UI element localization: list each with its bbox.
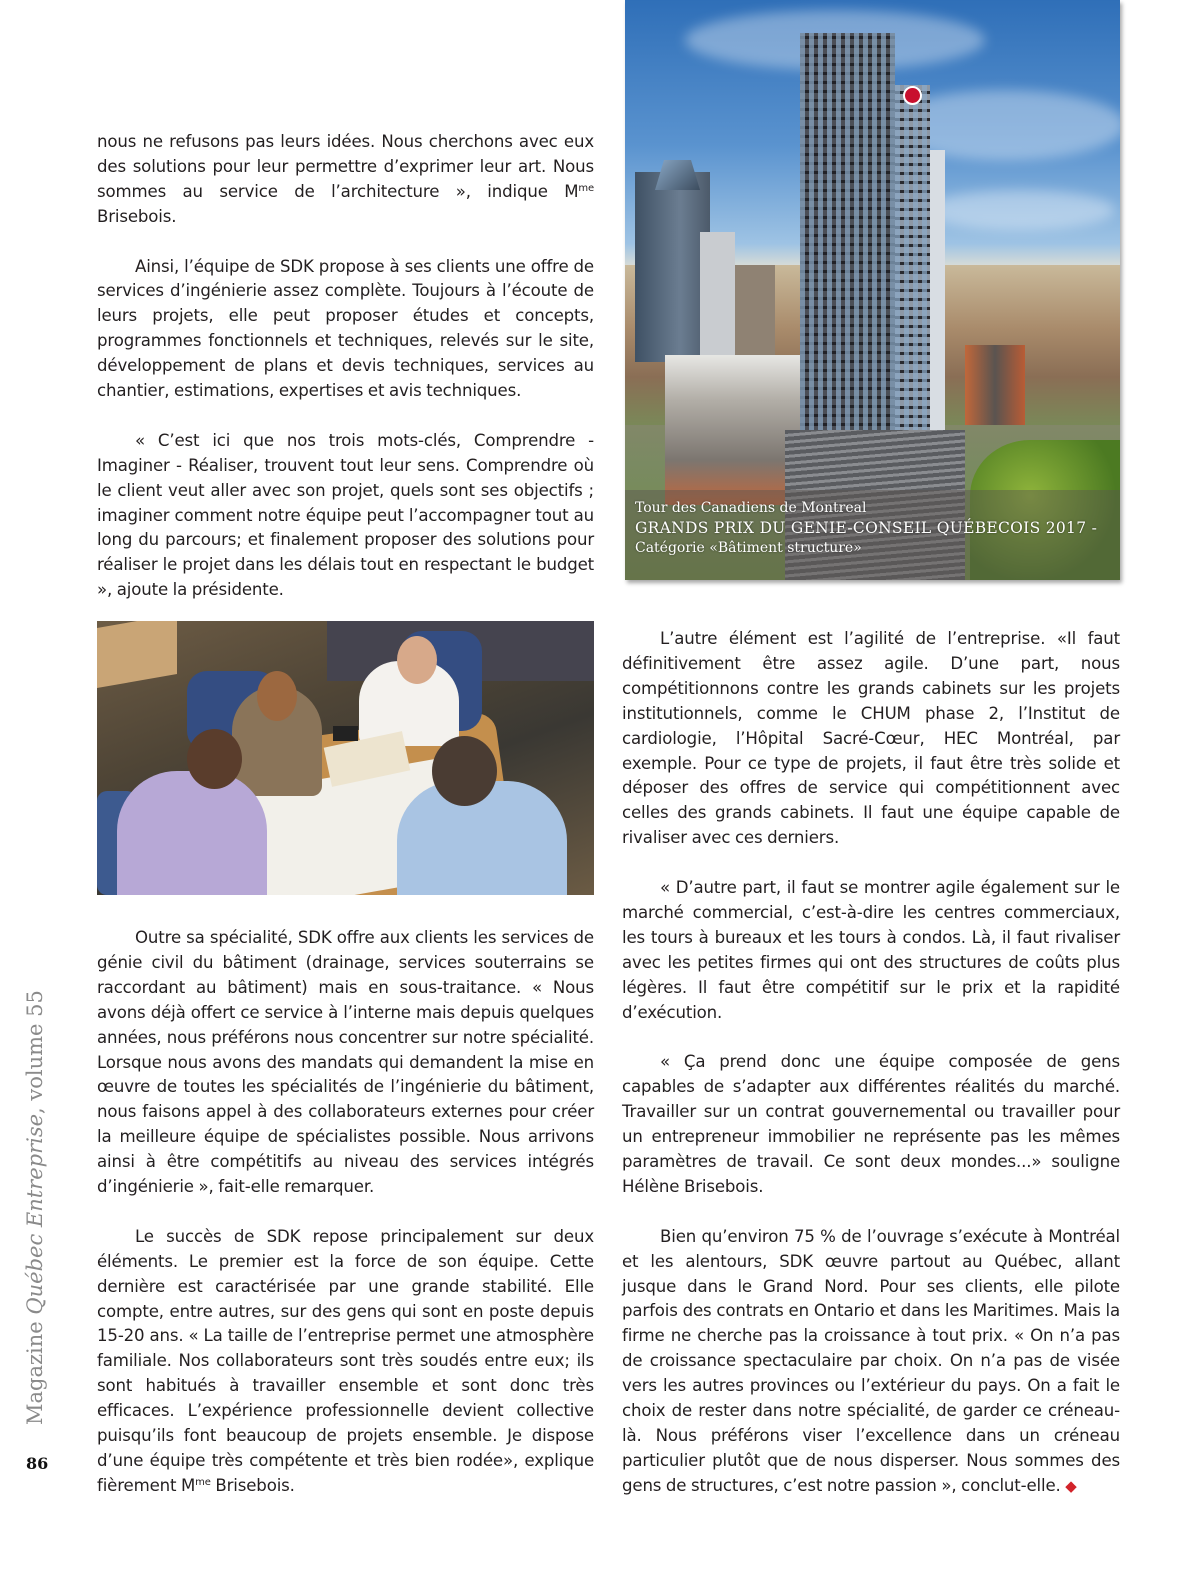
running-title [23, 990, 47, 1425]
paragraph-text: nous ne refusons pas leurs idées. Nous cherchons avec eux des solutions pour leur permettre d’exprimer leur art. Nous sommes au service de l’architecture », indique M [97, 132, 594, 201]
team-photo [97, 621, 594, 895]
tower-wing [930, 150, 945, 440]
paragraph-text: Le succès de SDK repose principalement sur deux éléments. Le premier est la force de son équipe. Cette dernière est caractérisée par une grande stabilité. Elle compte, entre autres, sur des gens qui sont en poste depuis 15-20 ans. « La taille de l’entreprise permet une atmosphère familiale. Nos collaborateurs sont très soudés entre eux; ils sont habitués à travailler ensemble et sont donc très efficaces. L’expérience professionnelle devient collective puisqu’ils font beaucoup de projets ensemble. Je dispose d’une équipe très compétente et très bien rodée», explique fièrement M [97, 1226, 594, 1495]
paragraph: « D’autre part, il faut se montrer agile également sur le marché commercial, c’est-à-dire les centres commerciaux, les tours à bureaux et les tours à condos. Là, il faut rivaliser avec les petites firmes qui ont des structures de coûts plus légères. Il faut être compétitif sur le prix et la rapidité d’exécution. [622, 878, 1120, 1022]
building [700, 232, 735, 372]
canadiens-logo-icon [903, 86, 922, 105]
caption-category: Catégorie «Bâtiment structure» [635, 540, 862, 556]
end-of-article-diamond-icon: ◆ [1065, 1476, 1077, 1495]
paragraph-text: Bien qu’environ 75 % de l’ouvrage s’exécute à Montréal et les alentours, SDK œuvre partout au Québec, allant jusque dans le Grand Nord. Pour ses clients, elle pilote parfois des contrats en Ontario et dans les Maritimes. Mais la firme ne cherche pas la croissance à tout prix. « On n’a pas de croissance spectaculaire par choix. On n’a pas de visée vers les autres provinces ou l’extérieur du pays. On a fait le choix de rester dans notre spécialité, de garder ce créneau-là. Nous préférons viser l’excellence dans un créneau particulier plutôt que de nous disperser. Nous sommes des gens de structures, c’est notre passion », conclut-elle. [622, 1226, 1120, 1495]
magazine-name: Québec Entreprise [23, 1113, 47, 1315]
paragraph [622, 1225, 1120, 1499]
paragraph: « C’est ici que nos trois mots-clés, Comprendre - Imaginer - Réaliser, trouvent tout leur sens. Comprendre où le client veut aller avec son projet, quels sont ses objectifs ; imaginer comment notre équipe peut l’accompagner tout au long du parcours; et finalement proposer des solutions pour réaliser le projet dans les délais tout en respectant le budget », ajoute la présidente. [97, 430, 594, 600]
paragraph: Outre sa spécialité, SDK offre aux clients les services de génie civil du bâtiment (drainage, services souterrains se raccordant au bâtiment) mais en sous-traitance. « Nous avons déjà offert ce service à l’interne mais depuis quelques années, nous préférons nous concentrer sur notre spécialité. Lorsque nous avons des mandats qui demandent la mise en œuvre de toutes les spécialités de l’ingénierie du bâtiment, nous faisons appel à des collaborateurs externes pour créer la meilleure équipe de spécialistes possible. Nous arrivons ainsi à être compétitifs au niveau des services intégrés d’ingénierie », fait-elle remarquer. [97, 928, 594, 1197]
photo-person-head [187, 729, 242, 789]
article-column-right [622, 627, 1120, 1499]
paragraph: Ainsi, l’équipe de SDK propose à ses clients une offre de services d’ingénierie assez complète. Toujours à l’écoute de leurs projets, elle peut proposer études et concepts, programmes fonctionnels et techniques, relevés sur le site, développement de plans et devis techniques, services au chantier, estimations, expertises et avis techniques. [97, 256, 594, 401]
paragraph-text: Brisebois. [210, 1475, 295, 1495]
skyscraper-left [635, 172, 710, 362]
photo-person-head [397, 636, 437, 684]
building [735, 265, 775, 355]
article-column-left-bottom [97, 926, 594, 1499]
tower-photo [625, 0, 1120, 580]
running-title-prefix: Magazine [23, 1314, 47, 1425]
superscript: me [195, 1476, 211, 1488]
paragraph: L’autre élément est l’agilité de l’entreprise. «Il faut définitivement être assez agile. D’une part, nous compétitionnons contre les grands cabinets sur les projets institutionnels, comme le CHUM phase 2, l’Institut de cardiologie, l’Hôpital Sacré-Cœur, HEC Montréal, par exemple. Pour ce type de projets, il faut être très solide et déposer des offres de service qui compétitionnent avec celles des grands cabinets. Il faut une équipe capable de rivaliser avec ces derniers. [622, 629, 1120, 848]
photo-calculator [333, 726, 358, 741]
skyscraper-crown [655, 160, 700, 190]
main-tower-side [895, 85, 930, 445]
caption-award: GRANDS PRIX DU GENIE-CONSEIL QUÉBECOIS 2017 - [635, 519, 1098, 537]
caption-title: Tour des Canadiens de Montreal [635, 500, 867, 516]
photo-person-head [432, 736, 497, 806]
page-number: 86 [26, 1454, 49, 1473]
photo-desk [97, 621, 177, 688]
building [965, 345, 1025, 425]
paragraph [97, 130, 594, 230]
photo-person-head [257, 671, 297, 721]
article-column-left-top [97, 130, 594, 603]
photo-cloud [925, 190, 1115, 230]
photo-caption [625, 490, 1120, 580]
running-title-volume: , volume 55 [23, 990, 47, 1114]
main-tower [800, 33, 895, 453]
paragraph-text: Brisebois. [97, 206, 177, 226]
paragraph [97, 1225, 594, 1499]
superscript: me [578, 182, 594, 194]
paragraph: « Ça prend donc une équipe composée de gens capables de s’adapter aux différentes réalités du marché. Travailler sur un contrat gouvernemental ou travailler pour un entrepreneur immobilier ne représente pas les mêmes paramètres de travail. Ce sont deux mondes...» souligne Hélène Brisebois. [622, 1052, 1120, 1196]
photo-person-man-lilac-shirt [117, 771, 267, 895]
